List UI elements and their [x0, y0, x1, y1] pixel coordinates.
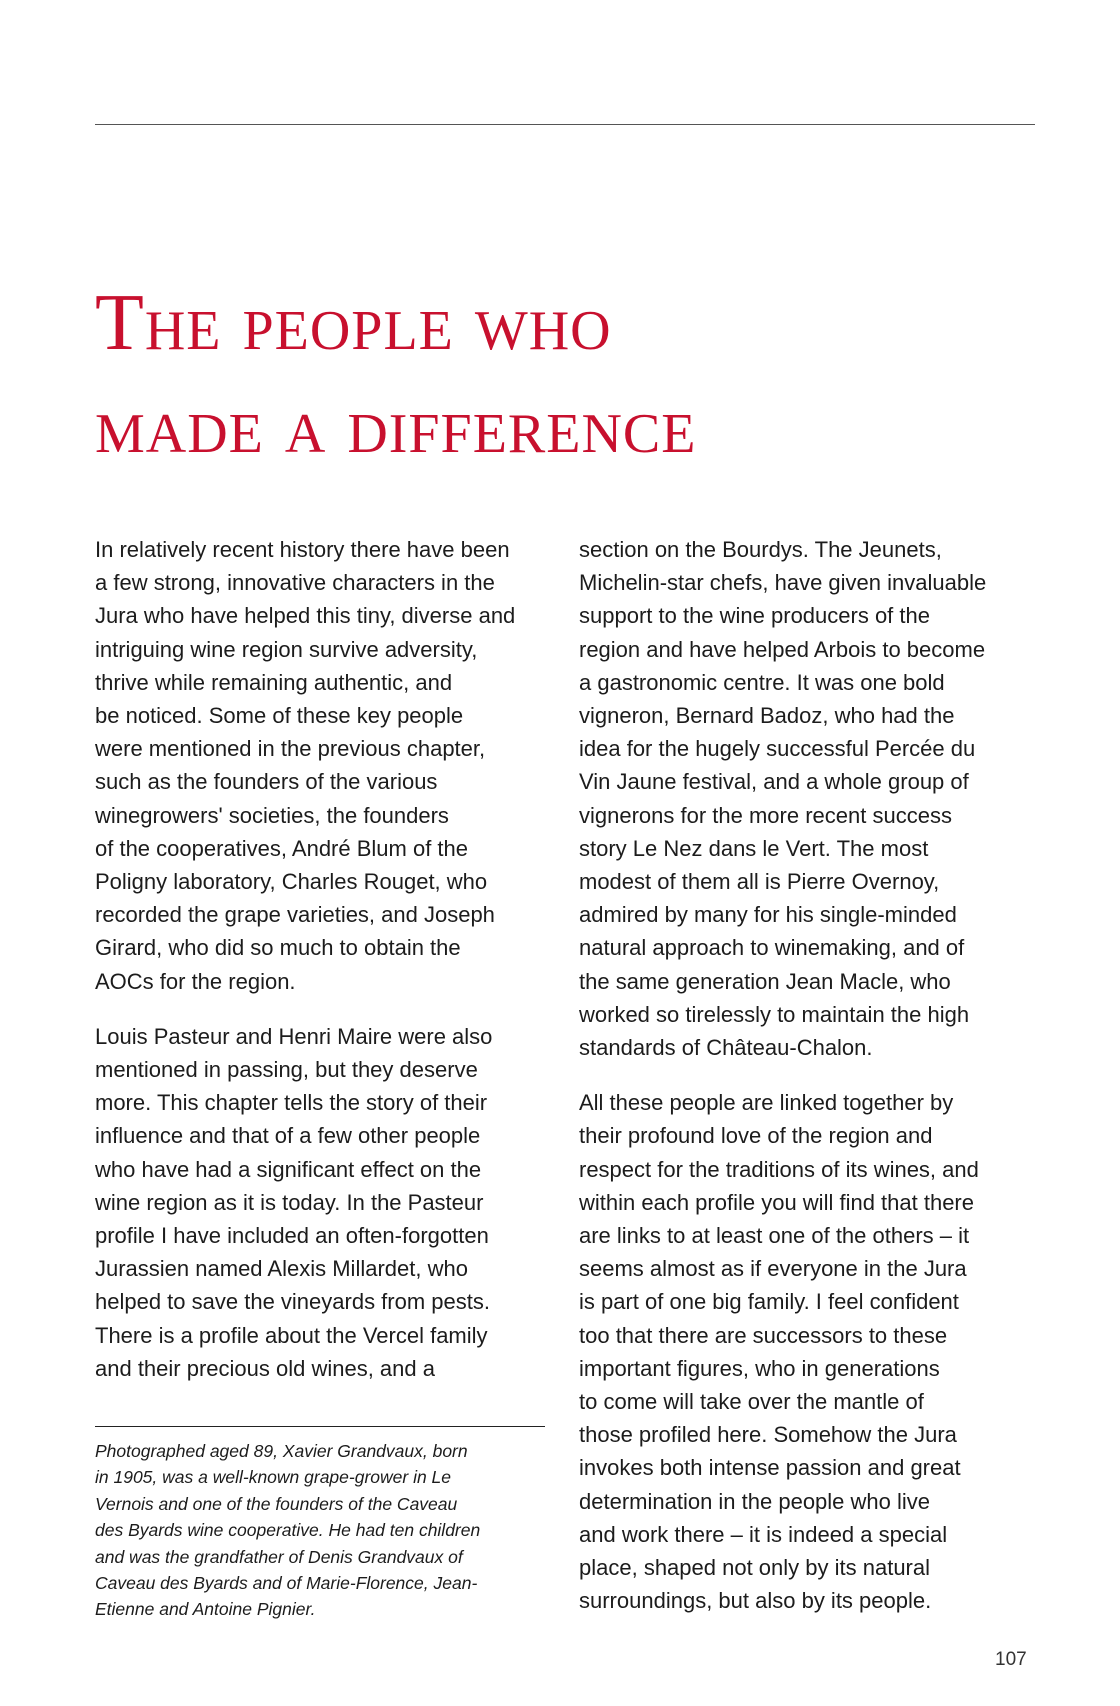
- text-line: worked so tirelessly to maintain the high: [579, 1001, 970, 1027]
- text-line: Jura who have helped this tiny, diverse and: [95, 603, 516, 629]
- text-line: to come will take over the mantle of: [579, 1389, 924, 1415]
- text-line: vignerons for the more recent success: [579, 802, 952, 828]
- text-line: invokes both intense passion and great: [579, 1455, 961, 1481]
- text-line: are links to at least one of the others – it: [579, 1223, 970, 1249]
- chapter-title: [95, 272, 1055, 478]
- text-line: more. This chapter tells the story of their: [95, 1090, 488, 1116]
- text-line: Michelin-star chefs, have given invaluable: [579, 570, 987, 596]
- caption-line: in 1905, was a well-known grape-grower in Le: [95, 1467, 452, 1488]
- text-line: admired by many for his single-minded: [579, 902, 957, 928]
- text-line: story Le Nez dans le Vert. The most: [579, 835, 929, 861]
- text-line: important figures, who in generations: [579, 1355, 940, 1381]
- text-line: and their precious old wines, and a: [95, 1355, 435, 1381]
- text-line: their profound love of the region and: [579, 1123, 933, 1149]
- text-line: intriguing wine region survive adversity,: [95, 636, 478, 662]
- text-line: winegrowers' societies, the founders: [95, 802, 449, 828]
- text-line: section on the Bourdys. The Jeunets,: [579, 537, 942, 562]
- text-line: a few strong, innovative characters in the: [95, 570, 495, 596]
- right-column: [579, 533, 1037, 1618]
- text-line: thrive while remaining authentic, and: [95, 669, 453, 695]
- text-line: idea for the hugely successful Percée du: [579, 736, 976, 762]
- text-line: Louis Pasteur and Henri Maire were also: [95, 1023, 493, 1049]
- text-line: natural approach to winemaking, and of: [579, 935, 965, 961]
- header-rule: [95, 124, 1035, 125]
- text-line: AOCs for the region.: [95, 968, 296, 994]
- text-line: support to the wine producers of the: [579, 603, 930, 629]
- text-line: profile I have included an often-forgotten: [95, 1223, 489, 1249]
- caption-line: Vernois and one of the founders of the Caveau: [95, 1493, 458, 1514]
- text-line: recorded the grape varieties, and Joseph: [95, 902, 495, 928]
- text-line: too that there are successors to these: [579, 1322, 948, 1348]
- text-line: were mentioned in the previous chapter,: [95, 736, 486, 762]
- text-line: such as the founders of the various: [95, 769, 438, 795]
- text-line: influence and that of a few other people: [95, 1123, 481, 1149]
- left-paragraph-1: [95, 533, 553, 998]
- right-paragraph-1: [579, 533, 1037, 1064]
- left-paragraph-2: [95, 1020, 553, 1385]
- text-line: be noticed. Some of these key people: [95, 703, 464, 729]
- text-line: determination in the people who live: [579, 1488, 931, 1514]
- text-line: respect for the traditions of its wines, and: [579, 1156, 979, 1182]
- caption-line: Caveau des Byards and of Marie-Florence, Jean-: [95, 1573, 478, 1594]
- chapter-title-line-1: The people who: [95, 279, 612, 367]
- text-line: mentioned in passing, but they deserve: [95, 1057, 478, 1083]
- text-line: and work there – it is indeed a special: [579, 1521, 948, 1547]
- text-line: of the cooperatives, André Blum of the: [95, 835, 469, 861]
- text-line: helped to save the vineyards from pests.: [95, 1289, 490, 1315]
- text-line: those profiled here. Somehow the Jura: [579, 1422, 957, 1448]
- caption-rule: [95, 1426, 545, 1427]
- text-line: region and have helped Arbois to become: [579, 636, 986, 662]
- text-line: In relatively recent history there have been: [95, 537, 510, 562]
- page-number: 107: [995, 1649, 1027, 1670]
- chapter-title-line-2: made a difference: [95, 382, 697, 470]
- text-line: seems almost as if everyone in the Jura: [579, 1256, 967, 1282]
- text-line: the same generation Jean Macle, who: [579, 968, 951, 994]
- paragraph-gap: [95, 998, 553, 1020]
- text-line: a gastronomic centre. It was one bold: [579, 669, 945, 695]
- text-line: Poligny laboratory, Charles Rouget, who: [95, 869, 488, 895]
- text-line: modest of them all is Pierre Overnoy,: [579, 869, 940, 895]
- text-line: Vin Jaune festival, and a whole group of: [579, 769, 969, 795]
- text-line: Jurassien named Alexis Millardet, who: [95, 1256, 468, 1282]
- right-paragraph-2: [579, 1086, 1037, 1617]
- left-column: [95, 533, 553, 1385]
- caption-line: des Byards wine cooperative. He had ten children: [95, 1520, 481, 1541]
- caption-line: Etienne and Antoine Pignier.: [95, 1599, 316, 1620]
- text-line: All these people are linked together by: [579, 1090, 954, 1116]
- text-line: vigneron, Bernard Badoz, who had the: [579, 703, 955, 729]
- caption-line: and was the grandfather of Denis Grandvaux of: [95, 1546, 463, 1567]
- text-line: who have had a significant effect on the: [95, 1156, 482, 1182]
- text-line: surroundings, but also by its people.: [579, 1588, 932, 1614]
- text-line: is part of one big family. I feel confident: [579, 1289, 959, 1315]
- text-line: within each profile you will find that there: [579, 1189, 974, 1215]
- text-line: There is a profile about the Vercel family: [95, 1322, 488, 1348]
- text-line: standards of Château-Chalon.: [579, 1035, 873, 1061]
- paragraph-gap: [579, 1064, 1037, 1086]
- caption-line: Photographed aged 89, Xavier Grandvaux, born: [95, 1441, 468, 1461]
- text-line: wine region as it is today. In the Pasteur: [95, 1189, 484, 1215]
- photo-caption: [95, 1438, 555, 1623]
- text-line: Girard, who did so much to obtain the: [95, 935, 461, 961]
- text-line: place, shaped not only by its natural: [579, 1555, 931, 1581]
